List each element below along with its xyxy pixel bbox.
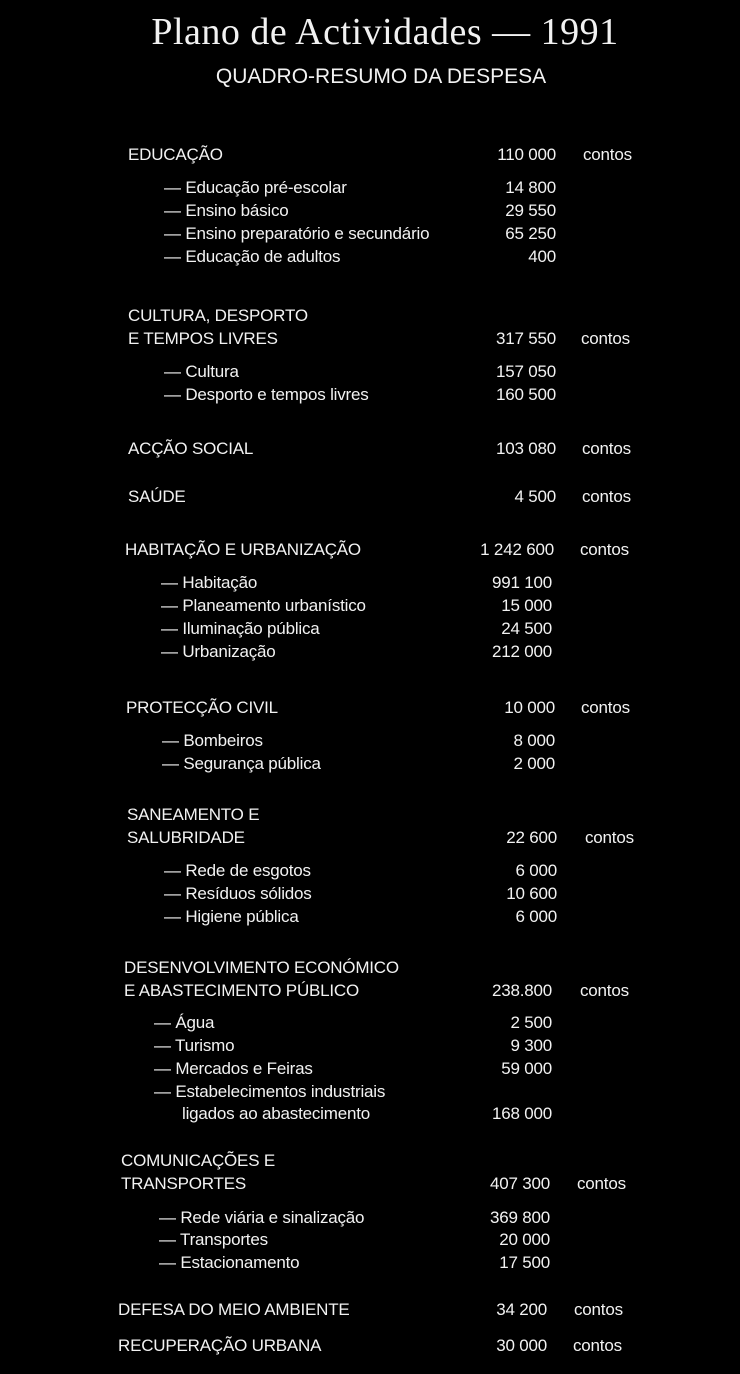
item-value: 400 xyxy=(528,247,556,266)
section-heading: SANEAMENTO E xyxy=(127,805,260,824)
section-unit: contos xyxy=(580,981,629,1000)
section-total: 22 600 xyxy=(506,828,557,847)
section-heading: CULTURA, DESPORTO xyxy=(128,306,308,325)
section-total: 238.800 xyxy=(491,981,552,1000)
item-value: 6 000 xyxy=(515,861,557,880)
section-heading: ACÇÃO SOCIAL xyxy=(128,439,254,458)
section-total: 1 242 600 xyxy=(480,540,554,559)
item-label: — Habitação xyxy=(161,573,258,592)
section-unit: contos xyxy=(580,540,629,559)
section-heading: E TEMPOS LIVRES xyxy=(128,329,278,348)
item-label: — Estabelecimentos industriais xyxy=(154,1082,386,1101)
section-unit: contos xyxy=(582,487,631,506)
section-total: 10 000 xyxy=(504,698,555,717)
item-label: — Resíduos sólidos xyxy=(164,884,312,903)
section-heading: SAÚDE xyxy=(128,487,186,506)
item-label: — Transportes xyxy=(159,1230,268,1249)
section-unit: contos xyxy=(581,698,630,717)
section-total: 110 000 xyxy=(497,145,556,164)
section-unit: contos xyxy=(577,1174,626,1193)
section-heading: TRANSPORTES xyxy=(121,1174,247,1193)
item-value: 9 300 xyxy=(510,1036,552,1055)
section-heading: SALUBRIDADE xyxy=(127,828,245,847)
item-value: 369 800 xyxy=(489,1208,550,1227)
section-unit: contos xyxy=(582,439,631,458)
section-total: 317 550 xyxy=(495,329,556,348)
section-unit: contos xyxy=(585,828,634,847)
item-label: — Água xyxy=(154,1013,215,1032)
item-value: 6 000 xyxy=(515,907,557,926)
item-label: — Turismo xyxy=(154,1036,235,1055)
item-label: — Iluminação pública xyxy=(161,619,320,638)
item-value: 20 000 xyxy=(499,1230,550,1249)
item-value: 29 550 xyxy=(505,201,556,220)
item-value: 157 050 xyxy=(495,362,556,381)
section-unit: contos xyxy=(573,1336,622,1355)
item-label: — Higiene pública xyxy=(164,907,299,926)
item-value: 160 500 xyxy=(495,385,556,404)
page-subtitle: QUADRO-RESUMO DA DESPESA xyxy=(215,65,547,88)
item-value: 65 250 xyxy=(505,224,556,243)
item-label: — Rede de esgotos xyxy=(164,861,311,880)
item-label: — Cultura xyxy=(164,362,239,381)
item-value: 168 000 xyxy=(491,1104,552,1123)
item-value: 2 000 xyxy=(513,754,555,773)
item-label: — Educação pré-escolar xyxy=(164,178,347,197)
section-heading: EDUCAÇÃO xyxy=(128,145,223,164)
section-heading: COMUNICAÇÕES E xyxy=(121,1151,275,1170)
item-value: 17 500 xyxy=(499,1253,550,1272)
item-label: — Urbanização xyxy=(161,642,276,661)
section-heading: RECUPERAÇÃO URBANA xyxy=(118,1336,322,1355)
item-value: 24 500 xyxy=(501,619,552,638)
item-label: — Mercados e Feiras xyxy=(154,1059,313,1078)
item-value: 10 600 xyxy=(506,884,557,903)
item-value: 14 800 xyxy=(505,178,556,197)
item-label: — Ensino preparatório e secundário xyxy=(164,224,430,243)
page-title: Plano de Actividades — 1991 xyxy=(151,11,619,53)
item-label: — Estacionamento xyxy=(159,1253,300,1272)
section-unit: contos xyxy=(574,1300,623,1319)
item-value: 15 000 xyxy=(501,596,552,615)
item-value: 59 000 xyxy=(501,1059,552,1078)
item-value: 2 500 xyxy=(510,1013,552,1032)
section-total: 4 500 xyxy=(514,487,556,506)
section-total: 103 080 xyxy=(495,439,556,458)
item-label: — Planeamento urbanístico xyxy=(161,596,366,615)
item-label: — Desporto e tempos livres xyxy=(164,385,369,404)
section-heading: PROTECÇÃO CIVIL xyxy=(126,698,278,717)
item-label: ligados ao abastecimento xyxy=(182,1104,370,1123)
section-heading: DESENVOLVIMENTO ECONÓMICO xyxy=(124,958,399,977)
section-unit: contos xyxy=(581,329,630,348)
item-label: — Rede viária e sinalização xyxy=(159,1208,365,1227)
item-value: 8 000 xyxy=(513,731,555,750)
section-total: 34 200 xyxy=(496,1300,547,1319)
item-value: 212 000 xyxy=(491,642,552,661)
section-heading: DEFESA DO MEIO AMBIENTE xyxy=(118,1300,350,1319)
item-value: 991 100 xyxy=(491,573,552,592)
item-label: — Educação de adultos xyxy=(164,247,341,266)
section-heading: HABITAÇÃO E URBANIZAÇÃO xyxy=(125,540,361,559)
section-total: 30 000 xyxy=(496,1336,547,1355)
section-unit: contos xyxy=(583,145,632,164)
section-total: 407 300 xyxy=(489,1174,550,1193)
item-label: — Segurança pública xyxy=(162,754,321,773)
section-heading: E ABASTECIMENTO PÚBLICO xyxy=(124,981,360,1000)
item-label: — Bombeiros xyxy=(162,731,263,750)
item-label: — Ensino básico xyxy=(164,201,289,220)
